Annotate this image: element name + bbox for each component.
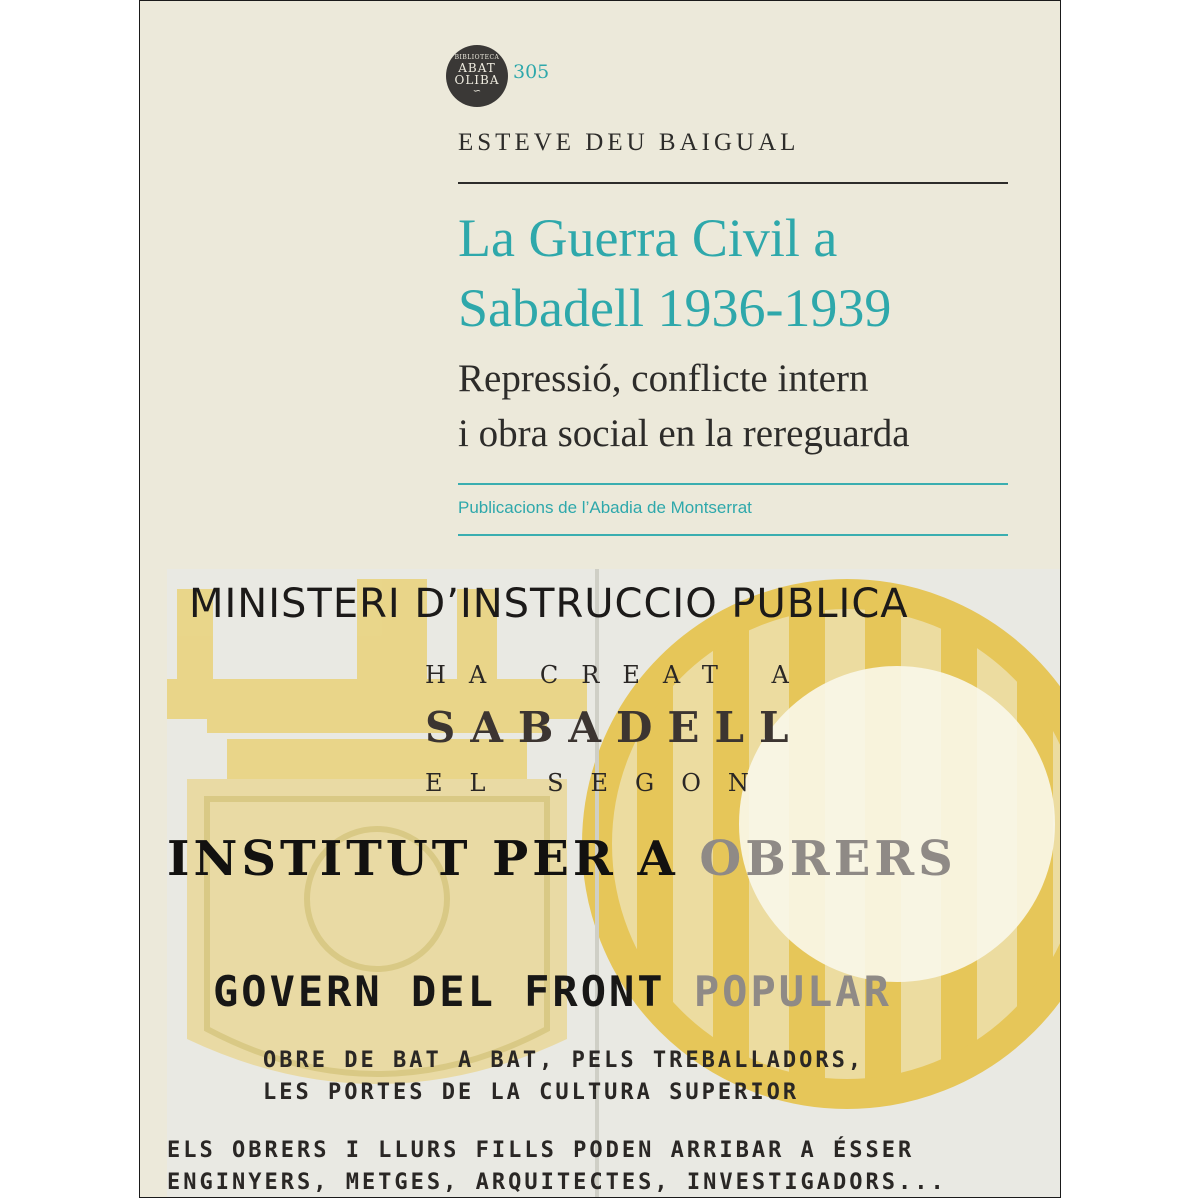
poster-line-1: MINISTERI D’INSTRUCCIO PUBLICA — [189, 581, 909, 627]
poster-line-7: OBRE DE BAT A BAT, PELS TREBALLADORS, — [263, 1048, 865, 1073]
author-divider — [458, 182, 1008, 184]
title-line-1: La Guerra Civil a — [458, 208, 838, 268]
publisher-logo — [446, 45, 508, 107]
poster-line-5a: INSTITUT PER A — [167, 831, 679, 887]
book-cover — [139, 0, 1061, 1198]
title-line-2: Sabadell 1936-1939 — [458, 278, 892, 338]
poster-line-10: ENGINYERS, METGES, ARQUITECTES, INVESTIGADORS... — [167, 1170, 947, 1195]
publisher-divider-bottom — [458, 534, 1008, 536]
poster-line-3: SABADELL — [425, 703, 804, 752]
publisher-name: Publicacions de l’Abadia de Montserrat — [458, 498, 752, 517]
subtitle-line-1: Repressió, conflicte intern — [458, 357, 869, 400]
poster-line-2: HA CREAT A — [425, 661, 812, 689]
poster-line-5 — [167, 831, 1061, 887]
poster-line-6 — [213, 967, 1061, 1016]
poster-lines-7-8 — [263, 1045, 1061, 1109]
poster-line-6b: POPULAR — [693, 967, 892, 1016]
publisher-divider-top — [458, 483, 1008, 485]
logo-line-2: ABAT — [458, 61, 496, 75]
subtitle-line-2: i obra social en la rereguarda — [458, 412, 910, 455]
cover-poster-image — [167, 569, 1061, 1198]
author-name: ESTEVE DEU BAIGUAL — [458, 129, 800, 156]
logo-line-1: BIBLIOTECA — [454, 54, 500, 61]
logo-line-3: OLIBA — [454, 73, 500, 87]
poster-line-4: EL SEGON — [425, 769, 776, 797]
logo-swirl-icon: ∽ — [472, 86, 482, 97]
poster-lines-9-10 — [167, 1135, 1061, 1198]
series-number: 305 — [513, 61, 550, 83]
poster-line-5b: OBRERS — [699, 831, 957, 887]
poster-line-6a: GOVERN DEL FRONT — [213, 967, 666, 1016]
poster-line-8: LES PORTES DE LA CULTURA SUPERIOR — [263, 1080, 800, 1105]
poster-line-9: ELS OBRERS I LLURS FILLS PODEN ARRIBAR A ÉSSER — [167, 1138, 915, 1163]
book-subtitle — [458, 351, 910, 461]
book-title — [458, 203, 891, 343]
